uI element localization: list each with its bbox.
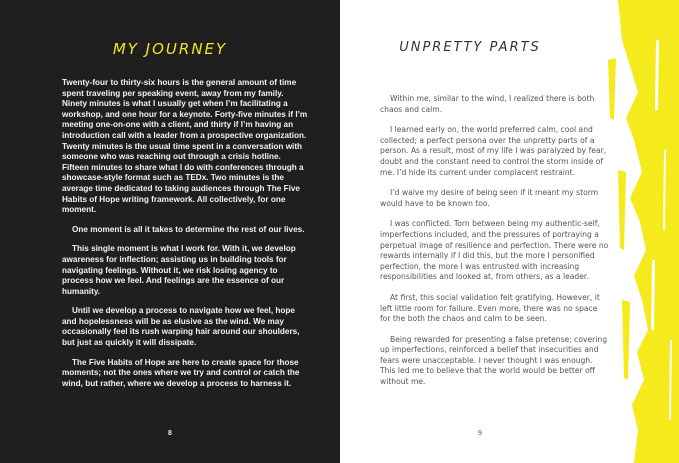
paragraph: Twenty-four to thirty-six hours is the general amount of time spent traveling per speaking event, away from my family. Ninety minutes is what I usually get when I’m facilitating a workshop, and one hour for a keynote. Forty-five minutes if I’m meeting one-on-one with a client, and thirty if I’m having an introduction call with a leader from a prospective organization. Twenty minutes is the usual time spent in a conversation with someone who was reaching out through a crisis hotline. Fifteen minutes to share what I do with conferences through a showcase-style format such as TEDx. Two minutes is the average time dedicated to taking audiences through The Five Habits of Hope writing framework. All collectively, for one moment. (62, 78, 308, 215)
page-title: MY JOURNEY (112, 40, 228, 58)
left-page-body (62, 78, 308, 398)
paragraph: Being rewarded for presenting a false pretense; covering up imperfections, reinforced a belief that insecurities and fears were unacceptable. I never thought I was enough. This led me to believe that the world would be better off without me. (380, 334, 608, 387)
right-page (340, 0, 679, 463)
page-title: UNPRETTY PARTS (399, 40, 541, 55)
paragraph: I learned early on, the world preferred calm, cool and collected; a perfect persona over the unpretty parts of a person. As a result, most of my life I was paralyzed by fear, doubt and the constant need to control the storm inside of me. I’d hide its current under complacent restraint. (380, 125, 607, 177)
right-page-body (380, 94, 610, 398)
paragraph: I was conflicted. Torn between being my authentic-self, imperfections included, and the pressures of portraying a perpetual image of resilience and perfection. There were no rewards internally if I did this, but the more I personified perfection, the more I was entrusted with increasing responsibilities and looked at, from others, as a leader. (380, 219, 609, 282)
paragraph: Within me, similar to the wind, I realized there is both chaos and calm. (380, 94, 595, 114)
yellow-brush-stroke (604, 0, 679, 463)
paragraph: Until we develop a process to navigate how we feel, hope and hopelessness will be as elusive as the wind. We may occasionally feel its rush warping hair around our shoulders, but just as quickly it will dissipate. (62, 306, 300, 348)
page-number: 8 (168, 430, 172, 437)
paragraph: One moment is all it takes to determine the rest of our lives. (72, 224, 305, 234)
paragraph: At first, this social validation felt gratifying. However, it left little room for failure. Even more, there was no space for the both the chaos and calm to be seen. (380, 292, 600, 324)
paragraph: This single moment is what I work for. With it, we develop awareness for inflection; assisting us in building tools for navigating feelings. Without it, we risk losing agency to process how we feel. And feelings are the essence of our humanity. (62, 244, 296, 296)
paragraph: The Five Habits of Hope are here to create space for those moments; not the ones where we try and control or catch the wind, but rather, where we develop a process to harness it. (62, 357, 300, 388)
page-number: 9 (478, 430, 482, 437)
paragraph: I’d waive my desire of being seen if it meant my storm would have to be known too. (380, 188, 599, 208)
